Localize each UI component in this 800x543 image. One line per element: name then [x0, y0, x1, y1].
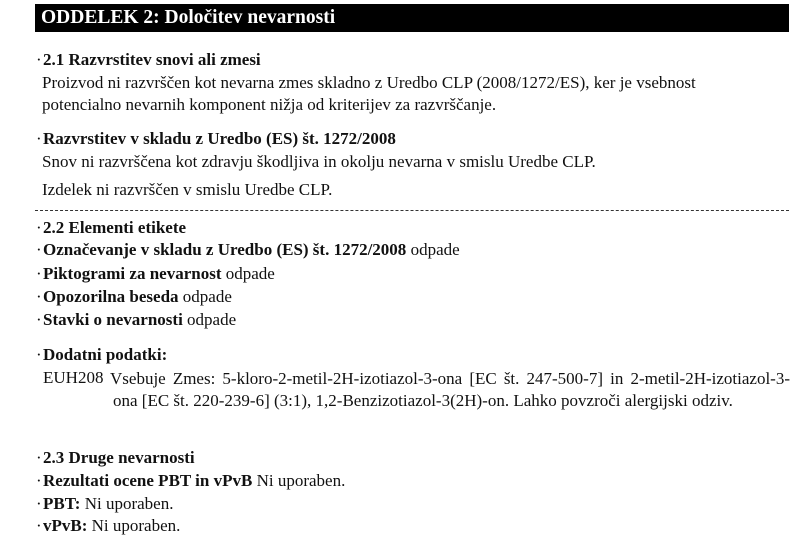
subsection-title: 2.3 Druge nevarnosti	[43, 448, 195, 467]
subsection-title: 2.2 Elementi etikete	[43, 218, 187, 237]
item-value: Ni uporaben.	[256, 471, 346, 490]
label-item	[36, 287, 232, 307]
bullet: ·	[36, 310, 42, 329]
bullet: ·	[36, 218, 42, 237]
item-label: Stavki o nevarnosti	[43, 310, 183, 329]
subsection-title: 2.1 Razvrstitev snovi ali zmesi	[43, 50, 261, 69]
label-item	[36, 516, 180, 536]
item-label: vPvB:	[43, 516, 88, 535]
item-label: PBT:	[43, 494, 81, 513]
item-label: Piktogrami za nevarnost	[43, 264, 222, 283]
euh-code: EUH208	[43, 368, 104, 387]
item-value: odpade	[410, 240, 460, 259]
bullet: ·	[36, 50, 42, 69]
bullet: ·	[36, 129, 42, 148]
item-label: Rezultati ocene PBT in vPvB	[43, 471, 253, 490]
subsection-2-3-heading	[36, 448, 195, 468]
label-item	[36, 240, 460, 260]
item-value: Ni uporaben.	[91, 516, 181, 535]
bullet: ·	[36, 448, 42, 467]
label-item	[36, 310, 236, 330]
label-item	[36, 494, 173, 514]
bullet: ·	[36, 471, 42, 490]
dashed-divider	[35, 210, 789, 211]
label-item	[36, 471, 345, 491]
bullet: ·	[36, 264, 42, 283]
item-value: odpade	[182, 287, 232, 306]
item-value: odpade	[225, 264, 275, 283]
label-item	[36, 264, 275, 284]
regulation-heading	[36, 129, 396, 149]
paragraph-line: Snov ni razvrščena kot zdravju škodljiva in okolju nevarna v smislu Uredbe CLP.	[42, 152, 596, 171]
item-label: Označevanje v skladu z Uredbo (ES) št. 1272/2008	[43, 240, 407, 259]
item-label: Opozorilna beseda	[43, 287, 179, 306]
subsection-title: Razvrstitev v skladu z Uredbo (ES) št. 1272/2008	[43, 129, 396, 148]
subsection-2-2-heading	[36, 218, 186, 238]
additional-data-heading	[36, 345, 167, 365]
bullet: ·	[36, 516, 42, 535]
bullet: ·	[36, 494, 42, 513]
bullet: ·	[36, 287, 42, 306]
subsection-2-1-heading	[36, 50, 261, 70]
section-header	[35, 4, 789, 32]
paragraph-line: Izdelek ni razvrščen v smislu Uredbe CLP.	[42, 180, 333, 199]
bullet: ·	[36, 240, 42, 259]
section-title: ODDELEK 2: Določitev nevarnosti	[41, 7, 336, 28]
euh-statement: Vsebuje Zmes: 5-kloro-2-metil-2H-izotiazol-3-ona [EC št. 247-500-7] in 2-metil-2H-izotiazol-3-ona [EC št. 220-239-6] (3:1), 1,2-Benzizotiazol-3(2H)-on. Lahko povzroči alergijski odziv.	[110, 369, 790, 410]
item-value: odpade	[187, 310, 237, 329]
item-value: Ni uporaben.	[84, 494, 174, 513]
paragraph-line: potencialno nevarnih komponent nižja od kriterijev za razvrščanje.	[42, 95, 497, 114]
paragraph-line: Proizvod ni razvrščen kot nevarna zmes skladno z Uredbo CLP (2008/1272/ES), ker je vsebnost	[42, 73, 696, 92]
bullet: ·	[36, 345, 42, 364]
subsection-title: Dodatni podatki:	[43, 345, 168, 364]
